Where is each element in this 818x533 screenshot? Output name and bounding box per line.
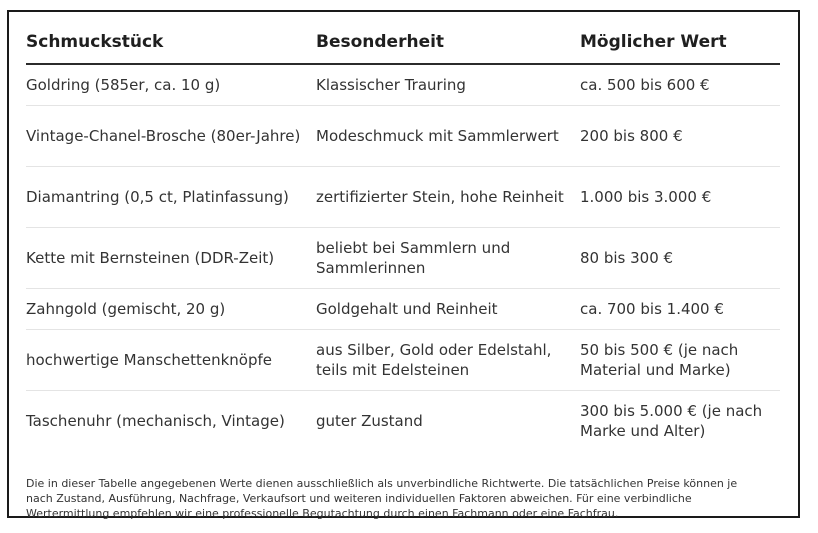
table-row xyxy=(26,228,780,289)
table-header-row xyxy=(26,20,780,64)
table-row xyxy=(26,167,780,228)
table-row xyxy=(26,64,780,106)
cell-value: ca. 500 bis 600 € xyxy=(580,64,780,106)
cell-feature: zertifizierter Stein, hohe Reinheit xyxy=(316,167,580,228)
cell-feature: Modeschmuck mit Sammlerwert xyxy=(316,106,580,167)
cell-value: 50 bis 500 € (je nach Material und Marke) xyxy=(580,330,780,391)
cell-value: 200 bis 800 € xyxy=(580,106,780,167)
cell-item: hochwertige Manschettenknöpfe xyxy=(26,330,316,391)
table-row xyxy=(26,391,780,452)
table-row xyxy=(26,106,780,167)
header-moeglicher-wert: Möglicher Wert xyxy=(580,20,780,64)
cell-value: 80 bis 300 € xyxy=(580,228,780,289)
cell-item: Diamantring (0,5 ct, Platinfassung) xyxy=(26,167,316,228)
cell-feature: aus Silber, Gold oder Edelstahl, teils mit Edelsteinen xyxy=(316,330,580,391)
cell-feature: Klassischer Trauring xyxy=(316,64,580,106)
cell-feature: guter Zustand xyxy=(316,412,423,430)
cell-item: Vintage-Chanel-Brosche (80er-Jahre) xyxy=(26,106,316,167)
jewelry-value-table xyxy=(26,20,780,451)
jewelry-value-card xyxy=(7,10,800,518)
cell-feature: Goldgehalt und Reinheit xyxy=(316,289,580,330)
cell-item: Zahngold (gemischt, 20 g) xyxy=(26,289,316,330)
cell-item: Taschenuhr (mechanisch, Vintage) xyxy=(26,412,285,430)
cell-value: 300 bis 5.000 € (je nach Marke und Alter) xyxy=(580,402,763,440)
cell-item: Goldring (585er, ca. 10 g) xyxy=(26,64,316,106)
header-schmuckstueck: Schmuckstück xyxy=(26,20,316,64)
cell-value: ca. 700 bis 1.400 € xyxy=(580,289,780,330)
cell-item: Kette mit Bernsteinen (DDR-Zeit) xyxy=(26,228,316,289)
disclaimer-note: Die in dieser Tabelle angegebenen Werte dienen ausschließlich als unverbindliche Richtwerte. Die tatsächlichen Preise können je nach Zustand, Ausführung, Nachfrage, Verkaufsort und weiteren individuellen Faktoren abweichen. Für eine verbindliche Wertermittlung empfehlen wir eine professionelle Begutachtung durch einen Fachmann oder eine Fachfrau. xyxy=(26,477,738,520)
header-besonderheit: Besonderheit xyxy=(316,20,580,64)
table-row xyxy=(26,330,780,391)
cell-feature: beliebt bei Sammlern und Sammlerinnen xyxy=(316,228,580,289)
table-row xyxy=(26,289,780,330)
cell-value: 1.000 bis 3.000 € xyxy=(580,167,780,228)
